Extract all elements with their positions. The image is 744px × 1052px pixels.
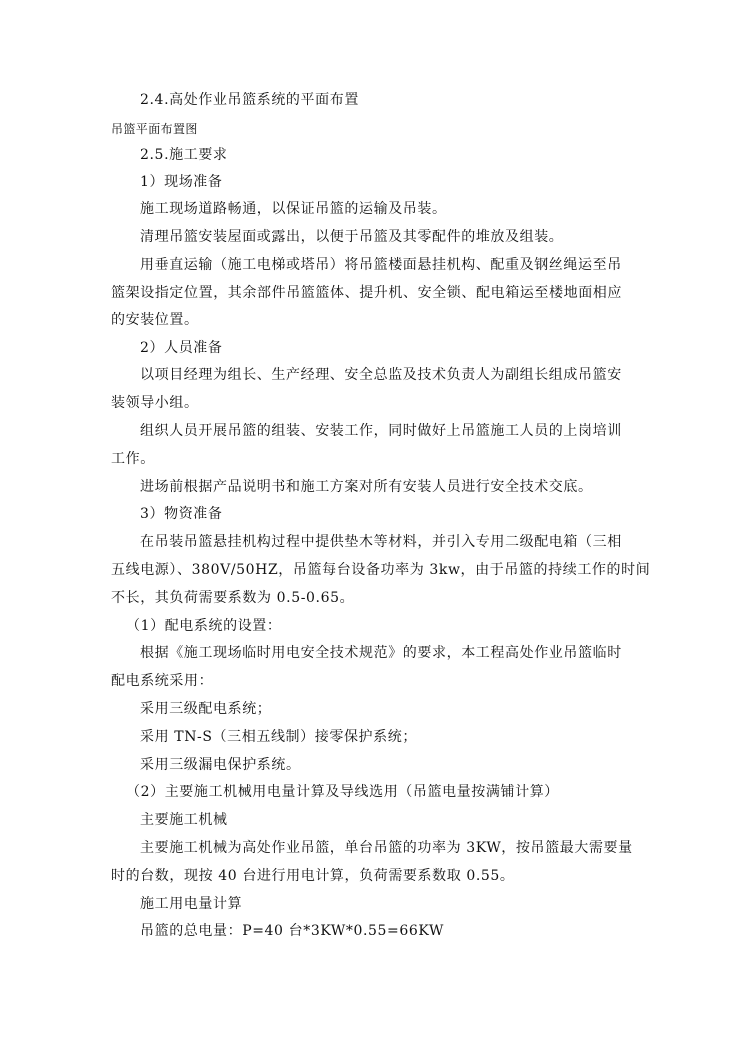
paragraph-line: 施工现场道路畅通，以保证吊篮的运输及吊装。 (140, 201, 447, 217)
paragraph-line: 时的台数，现按 40 台进行用电计算，负荷需要系数取 0.55。 (111, 868, 515, 884)
subheading-power-usage-calc: 施工用电量计算 (140, 896, 243, 912)
section-heading-2-5: 2.5.施工要求 (140, 147, 228, 163)
subheading-personnel-prep: 2）人员准备 (140, 340, 223, 356)
formula-line: 吊篮的总电量：P=40 台*3KW*0.55=66KW (140, 923, 444, 939)
paragraph-line: 进场前根据产品说明书和施工方案对所有安装人员进行安全技术交底。 (140, 479, 593, 495)
section-heading-2-4: 2.4.高处作业吊篮系统的平面布置 (140, 92, 359, 108)
paragraph-line: 五线电源）、380V/50HZ，吊篮每台设备功率为 3kw，由于吊篮的持续工作的时间 (111, 562, 651, 578)
paragraph-line: 工作。 (111, 451, 155, 467)
paragraph-line: 配电系统采用： (111, 673, 214, 689)
subheading-main-machinery: 主要施工机械 (140, 812, 228, 828)
paragraph-line: 清理吊篮安装屋面或露出，以便于吊篮及其零配件的堆放及组装。 (140, 229, 564, 245)
paragraph-line: 不长，其负荷需要系数为 0.5-0.65。 (111, 590, 355, 606)
paragraph-line: 用垂直运输（施工电梯或塔吊）将吊篮楼面悬挂机构、配重及钢丝绳运至吊 (140, 257, 622, 273)
subheading-site-prep: 1）现场准备 (140, 174, 223, 190)
paragraph-line: 篮架设指定位置，其余部件吊篮篮体、提升机、安全锁、配电箱运至楼地面相应 (111, 285, 622, 301)
subheading-power-calc: （2）主要施工机械用电量计算及导线选用（吊篮电量按满铺计算） (126, 784, 559, 800)
paragraph-line: 主要施工机械为高处作业吊篮，单台吊篮的功率为 3KW，按吊篮最大需要量 (140, 840, 633, 856)
paragraph-line: 的安装位置。 (111, 312, 199, 328)
paragraph-line: 以项目经理为组长、生产经理、安全总监及技术负责人为副组长组成吊篮安 (140, 367, 622, 383)
subheading-materials-prep: 3）物资准备 (140, 506, 223, 522)
list-item: 采用三级漏电保护系统。 (140, 757, 301, 773)
paragraph-line: 根据《施工现场临时用电安全技术规范》的要求，本工程高处作业吊篮临时 (140, 645, 622, 661)
paragraph-line: 装领导小组。 (111, 395, 199, 411)
paragraph-line: 组织人员开展吊篮的组装、安装工作，同时做好上吊篮施工人员的上岗培训 (140, 423, 622, 439)
figure-caption: 吊篮平面布置图 (111, 122, 198, 136)
subheading-power-system: （1）配电系统的设置： (126, 618, 282, 634)
paragraph-line: 在吊装吊篮悬挂机构过程中提供垫木等材料，并引入专用二级配电箱（三相 (140, 534, 622, 550)
list-item: 采用 TN-S（三相五线制）接零保护系统； (140, 729, 417, 745)
list-item: 采用三级配电系统； (140, 701, 272, 717)
